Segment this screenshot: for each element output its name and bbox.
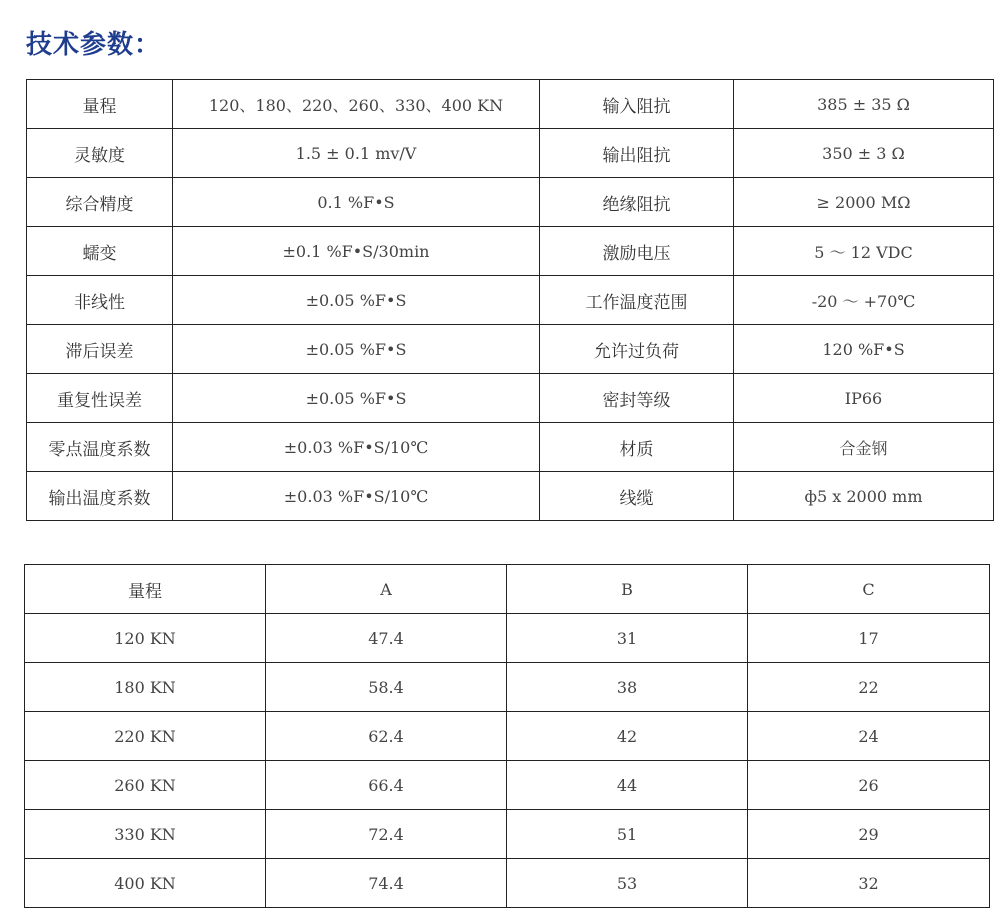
spec-param-value: ф5 x 2000 mm (734, 472, 994, 521)
dimension-a-cell: 66.4 (266, 761, 507, 810)
dimension-b-cell: 38 (507, 663, 748, 712)
spec-row (27, 325, 994, 374)
spec-param-value: 5 ～ 12 VDC (734, 227, 994, 276)
dimension-range-cell: 400 KN (25, 859, 266, 908)
dimension-b-cell: 44 (507, 761, 748, 810)
dimension-range-cell: 330 KN (25, 810, 266, 859)
dimension-b-cell: 53 (507, 859, 748, 908)
spec-param-label: 输出阻抗 (540, 129, 734, 178)
spec-param-label: 材质 (540, 423, 734, 472)
spec-param-value: ±0.05 %F•S (173, 276, 540, 325)
spec-param-label: 蠕变 (27, 227, 173, 276)
spec-param-label: 绝缘阻抗 (540, 178, 734, 227)
spec-param-label: 密封等级 (540, 374, 734, 423)
dimension-c-cell: 22 (748, 663, 990, 712)
dimension-b-cell: 51 (507, 810, 748, 859)
spec-param-value: 385 ± 35 Ω (734, 80, 994, 129)
dimension-row (25, 663, 990, 712)
dimension-c-cell: 29 (748, 810, 990, 859)
dimension-header-a: A (266, 565, 507, 614)
dimension-c-cell: 32 (748, 859, 990, 908)
dimension-header-c: C (748, 565, 990, 614)
spec-param-value: 1.5 ± 0.1 mv/V (173, 129, 540, 178)
dimension-range-cell: 180 KN (25, 663, 266, 712)
spec-param-value: 120、180、220、260、330、400 KN (173, 80, 540, 129)
spec-param-value: ±0.1 %F•S/30min (173, 227, 540, 276)
dimension-b-cell: 42 (507, 712, 748, 761)
spec-row (27, 276, 994, 325)
spec-param-label: 非线性 (27, 276, 173, 325)
dimension-row (25, 614, 990, 663)
dimension-row (25, 761, 990, 810)
spec-row (27, 80, 994, 129)
dimension-range-cell: 220 KN (25, 712, 266, 761)
spec-table-body (27, 80, 994, 521)
dimension-a-cell: 47.4 (266, 614, 507, 663)
spec-row (27, 227, 994, 276)
spec-param-value: 合金钢 (734, 423, 994, 472)
dimension-b-cell: 31 (507, 614, 748, 663)
page-title: 技术参数： (26, 30, 162, 60)
dimension-a-cell: 74.4 (266, 859, 507, 908)
dimension-table (24, 564, 990, 908)
dimension-c-cell: 24 (748, 712, 990, 761)
spec-param-label: 允许过负荷 (540, 325, 734, 374)
spec-param-label: 重复性误差 (27, 374, 173, 423)
spec-param-label: 线缆 (540, 472, 734, 521)
spec-param-value: 120 %F•S (734, 325, 994, 374)
spec-param-label: 量程 (27, 80, 173, 129)
dimension-range-cell: 120 KN (25, 614, 266, 663)
spec-param-label: 综合精度 (27, 178, 173, 227)
spec-row (27, 423, 994, 472)
spec-param-label: 滞后误差 (27, 325, 173, 374)
spec-row (27, 374, 994, 423)
dimension-row (25, 810, 990, 859)
spec-table (26, 79, 994, 521)
dimension-row (25, 859, 990, 908)
dimension-a-cell: 72.4 (266, 810, 507, 859)
spec-param-label: 工作温度范围 (540, 276, 734, 325)
spec-param-value: ±0.03 %F•S/10℃ (173, 423, 540, 472)
spec-param-value: ±0.03 %F•S/10℃ (173, 472, 540, 521)
spec-row (27, 178, 994, 227)
spec-param-label: 输出温度系数 (27, 472, 173, 521)
dimension-a-cell: 62.4 (266, 712, 507, 761)
spec-row (27, 129, 994, 178)
spec-param-value: ±0.05 %F•S (173, 374, 540, 423)
spec-row (27, 472, 994, 521)
spec-param-value: 350 ± 3 Ω (734, 129, 994, 178)
dimension-row (25, 712, 990, 761)
spec-param-value: 0.1 %F•S (173, 178, 540, 227)
dimension-header-row (25, 565, 990, 614)
spec-param-label: 激励电压 (540, 227, 734, 276)
spec-param-label: 灵敏度 (27, 129, 173, 178)
spec-param-label: 零点温度系数 (27, 423, 173, 472)
spec-param-value: -20 ～ +70℃ (734, 276, 994, 325)
dimension-a-cell: 58.4 (266, 663, 507, 712)
dimension-header-range: 量程 (25, 565, 266, 614)
dimension-table-body (25, 614, 990, 908)
spec-param-value: ≥ 2000 MΩ (734, 178, 994, 227)
dimension-header-b: B (507, 565, 748, 614)
spec-param-value: IP66 (734, 374, 994, 423)
dimension-c-cell: 17 (748, 614, 990, 663)
dimension-c-cell: 26 (748, 761, 990, 810)
spec-param-label: 输入阻抗 (540, 80, 734, 129)
spec-param-value: ±0.05 %F•S (173, 325, 540, 374)
dimension-range-cell: 260 KN (25, 761, 266, 810)
